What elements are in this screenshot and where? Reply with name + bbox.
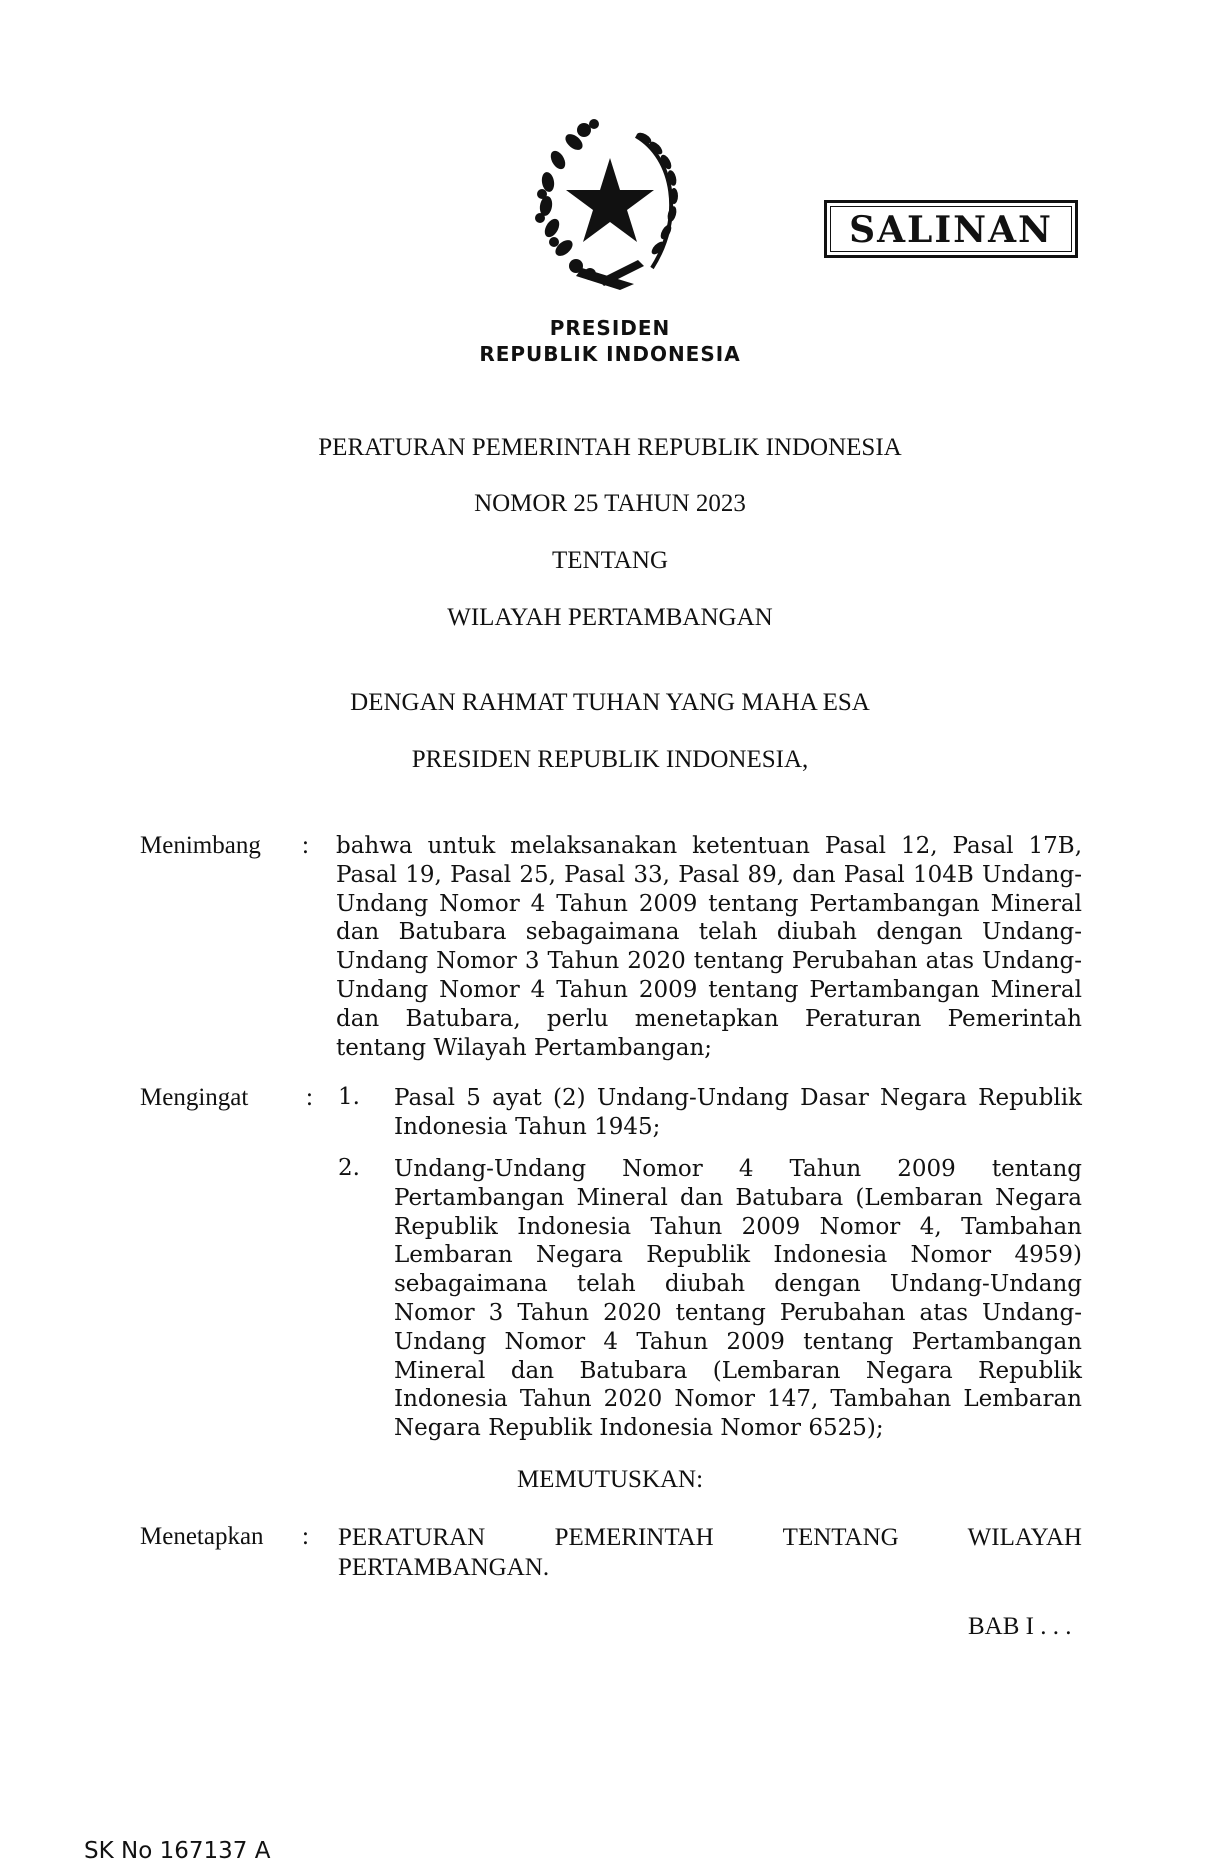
salinan-stamp-text: SALINAN (849, 209, 1053, 251)
mengingat-colon: : (306, 1084, 313, 1111)
mengingat-label: Mengingat (140, 1084, 249, 1111)
seal-caption-republik-indonesia: REPUBLIK INDONESIA (479, 342, 741, 366)
mengingat-item-number: 1. (338, 1084, 360, 1110)
menimbang-label: Menimbang (140, 832, 261, 859)
regulation-subject: WILAYAH PERTAMBANGAN (447, 604, 773, 631)
page-continuation: BAB I . . . (968, 1613, 1072, 1640)
presidential-seal-emblem (524, 118, 692, 300)
invocation-line: DENGAN RAHMAT TUHAN YANG MAHA ESA (350, 689, 870, 716)
document-code-footer: SK No 167137 A (84, 1838, 271, 1864)
menimbang-colon: : (302, 832, 309, 859)
regulation-tentang: TENTANG (551, 547, 669, 574)
menetapkan-text: PERATURAN PEMERINTAH TENTANG WILAYAH PERTAMBANGAN. (338, 1524, 1082, 1581)
regulation-title: PERATURAN PEMERINTAH REPUBLIK INDONESIA (318, 434, 902, 461)
mengingat-item-text: Pasal 5 ayat (2) Undang-Undang Dasar Negara Republik Indonesia Tahun 1945; (394, 1085, 1082, 1140)
mengingat-item-text: Undang-Undang Nomor 4 Tahun 2009 tentang Pertambangan Mineral dan Batubara (Lembaran Negara Republik Indonesia Tahun 2009 Nomor 4, Tambahan Lembaran Negara Republik Indonesia Nomor 4959) sebagaimana telah diubah dengan Undang-Undang Nomor 3 Tahun 2020 tentang Perubahan atas Undang-Undang Nomor 4 Tahun 2009 tentang Pertambangan Mineral dan Batubara (Lembaran Negara Republik Indonesia Tahun 2020 Nomor 147, Tambahan Lembaran Negara Republik Indonesia Nomor 6525); (394, 1156, 1082, 1442)
mengingat-item-number: 2. (338, 1155, 360, 1181)
menimbang-text: bahwa untuk melaksanakan ketentuan Pasal 12, Pasal 17B, Pasal 19, Pasal 25, Pasal 33, Pasal 89, dan Pasal 104B Undang-Undang Nomor 4 Tahun 2009 tentang Pertambangan Mineral dan Batubara sebagaimana telah diubah dengan Undang-Undang Nomor 3 Tahun 2020 tentang Perubahan atas Undang-Undang Nomor 4 Tahun 2009 tentang Pertambangan Mineral dan Batubara, perlu menetapkan Peraturan Pemerintah tentang Wilayah Pertambangan; (336, 833, 1082, 1061)
president-line: PRESIDEN REPUBLIK INDONESIA, (411, 746, 809, 773)
menetapkan-colon: : (302, 1523, 309, 1550)
memutuskan-heading: MEMUTUSKAN: (516, 1466, 704, 1493)
salinan-stamp (824, 200, 1078, 258)
seal-caption-presiden: PRESIDEN (549, 316, 671, 340)
regulation-number: NOMOR 25 TAHUN 2023 (474, 490, 746, 517)
menetapkan-label: Menetapkan (140, 1523, 264, 1550)
